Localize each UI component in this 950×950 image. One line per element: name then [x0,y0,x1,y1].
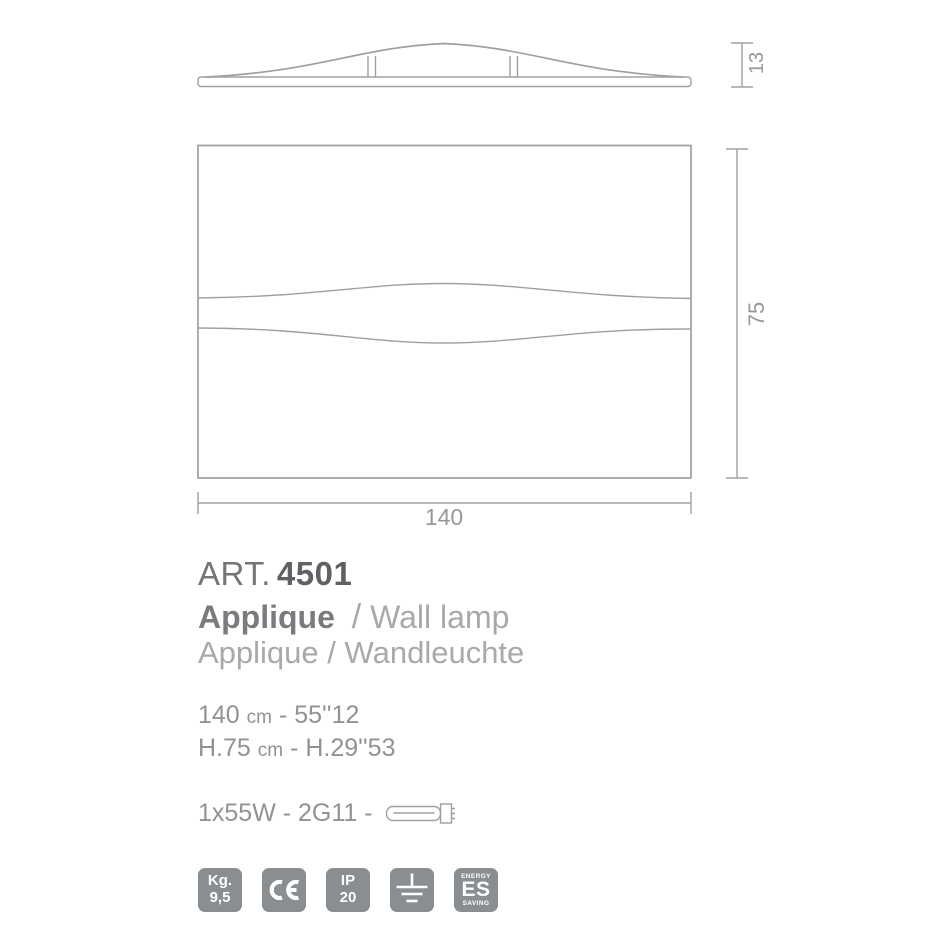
product-title-italian: Applique [198,599,335,635]
ce-badge [262,868,306,912]
article-prefix: ART. [198,555,271,592]
height-value: H.75 [198,734,251,762]
height-unit: cm [257,740,284,761]
ip-rating-badge [326,868,370,912]
energy-label-mid: ES [461,878,491,902]
product-title-english: Wall lamp [370,599,510,635]
article-number-line [198,555,352,593]
height-imperial: - H.29''53 [290,734,396,762]
weight-badge [198,868,242,912]
side-view-drawing [198,44,691,87]
title-separator: / [351,598,362,636]
ip-label: IP [340,872,356,890]
energy-label-top: ENERGY [461,872,491,880]
width-spec-line [198,701,359,730]
product-title-line [198,598,509,637]
height-spec-line [198,734,395,763]
certification-badges [198,868,498,912]
product-subtitle: Applique / Wandleuchte [198,635,525,670]
lamp-spec-text: 1x55W - 2G11 - [198,799,373,827]
lamp-spec-line [198,799,457,828]
energy-label-bottom: SAVING [462,899,490,907]
depth-dimension-label: 13 [746,51,768,75]
width-value: 140 [198,701,240,729]
ip-value-label: 20 [339,889,357,906]
height-dimension-label: 75 [744,301,769,327]
width-dimension-label: 140 [424,504,464,530]
fluorescent-tube-icon [385,801,457,827]
earth-ground-icon [390,868,434,912]
front-view-drawing [198,146,691,479]
earth-ground-badge [390,868,434,912]
ce-icon [269,880,300,900]
weight-unit-label: Kg. [207,872,233,890]
width-unit: cm [246,707,272,728]
width-imperial: - 55''12 [278,701,360,729]
energy-saving-badge [454,868,498,912]
weight-value-label: 9,5 [209,889,231,906]
article-number: 4501 [276,555,353,592]
